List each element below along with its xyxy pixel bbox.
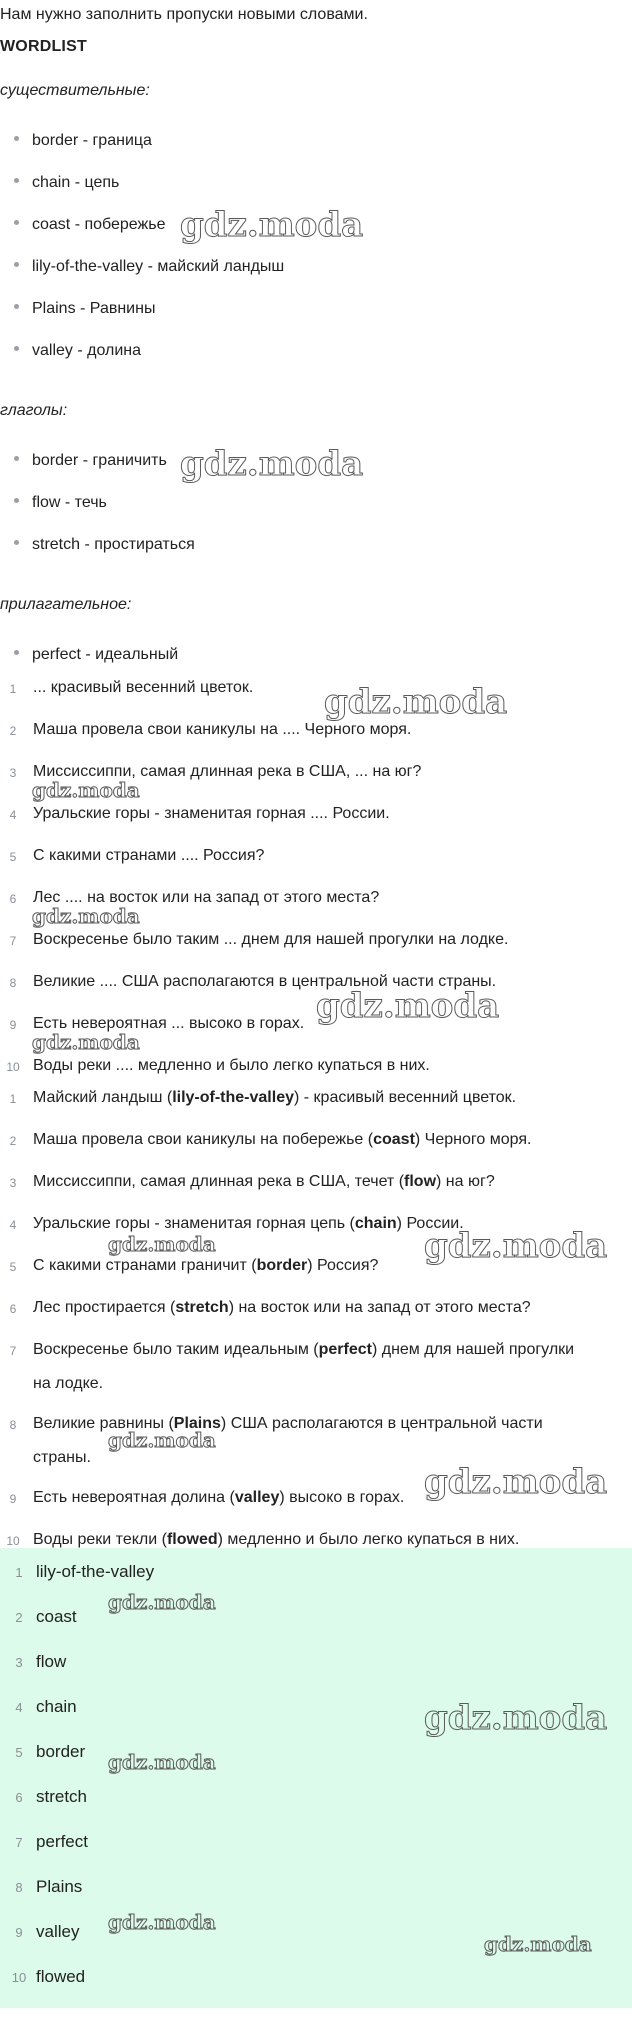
bullet-icon — [14, 220, 19, 225]
bullet-icon — [14, 346, 19, 351]
list-item: lily-of-the-valley - майский ландыш — [14, 258, 284, 276]
bullet-icon — [14, 456, 19, 461]
list-item: stretch - простираться — [14, 536, 195, 554]
watermark-logo: gdz.moda — [32, 904, 140, 928]
list-item: Plains - Равнины — [14, 300, 155, 318]
bullet-icon — [14, 262, 19, 267]
list-item: border - граница — [14, 132, 152, 150]
watermark-logo: gdz.moda — [324, 682, 508, 722]
section-verbs: глаголы: — [0, 402, 68, 419]
watermark-logo: gdz.moda — [180, 444, 364, 484]
list-item: border - граничить — [14, 452, 167, 470]
section-adjectives: прилагательное: — [0, 596, 132, 613]
bullet-icon — [14, 498, 19, 503]
bullet-icon — [14, 136, 19, 141]
watermark-logo: gdz.moda — [180, 205, 364, 245]
list-item: perfect - идеальный — [14, 646, 178, 664]
list-item: flow - течь — [14, 494, 107, 512]
watermark-logo: gdz.moda — [316, 986, 500, 1026]
section-nouns: существительные: — [0, 82, 150, 99]
watermark-logo: gdz.moda — [108, 1232, 216, 1256]
list-item: chain - цепь — [14, 174, 119, 192]
watermark-logo: gdz.moda — [108, 1428, 216, 1452]
bullet-icon — [14, 178, 19, 183]
watermark-logo: gdz.moda — [32, 778, 140, 802]
answers-block: 1 lily-of-the-valley 2 coast 3 flow 4 chain 5 border 6 stretch 7 perfect 8 Plains 9 valley 10 flowed — [0, 1548, 632, 2008]
list-item: valley - долина — [14, 342, 141, 360]
wordlist-title: WORDLIST — [0, 38, 87, 55]
bullet-icon — [14, 650, 19, 655]
bullet-icon — [14, 304, 19, 309]
bullet-icon — [14, 540, 19, 545]
list-item: coast - побережье — [14, 216, 165, 234]
watermark-logo: gdz.moda — [424, 1462, 608, 1502]
watermark-logo: gdz.moda — [424, 1226, 608, 1266]
intro-text: Нам нужно заполнить пропуски новыми словами. — [0, 6, 368, 23]
watermark-logo: gdz.moda — [32, 1030, 140, 1054]
